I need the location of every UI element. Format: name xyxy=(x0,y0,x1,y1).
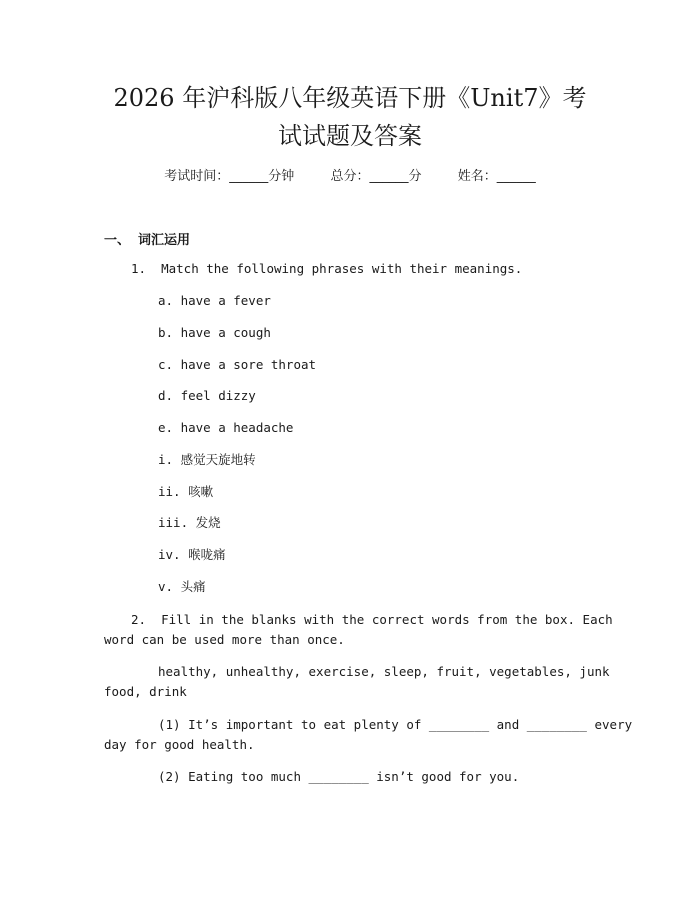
section-heading xyxy=(104,229,190,248)
phrase-item: d. feel dizzy xyxy=(158,388,256,403)
question-1-stem: 1. Match the following phrases with their meanings. xyxy=(131,261,523,276)
phrase-item: e. have a headache xyxy=(158,420,294,435)
page-title-line-1: 2026 年沪科版八年级英语下册《Unit7》考 xyxy=(113,84,587,112)
phrase-item: c. have a sore throat xyxy=(158,357,317,372)
section-title: 词汇运用 xyxy=(138,233,191,248)
fill-item-2: (2) Eating too much ________ isn’t good for you. xyxy=(158,769,520,784)
student-name-field: 姓名：______ xyxy=(457,169,536,184)
section-number: 一、 xyxy=(104,233,131,248)
meaning-item: i. 感觉天旋地转 xyxy=(158,452,256,467)
fill-item-1: (1) It’s important to eat plenty of ________ and ________ every xyxy=(158,717,633,732)
word-box-cont: food, drink xyxy=(104,684,187,699)
total-score-field: 总分：______分 xyxy=(330,169,422,184)
fill-item-1-cont: day for good health. xyxy=(104,737,255,752)
phrase-item: b. have a cough xyxy=(158,325,271,340)
meaning-item: v. 头痛 xyxy=(158,579,206,594)
meaning-item: iii. 发烧 xyxy=(158,515,221,530)
phrase-item: a. have a fever xyxy=(158,293,271,308)
exam-time-field: 考试时间：______分钟 xyxy=(164,169,295,184)
exam-info-row xyxy=(0,167,700,187)
question-2-stem-cont: word can be used more than once. xyxy=(104,632,345,647)
question-2-stem: 2. Fill in the blanks with the correct words from the box. Each xyxy=(131,612,613,627)
word-box: healthy, unhealthy, exercise, sleep, fruit, vegetables, junk xyxy=(158,664,610,679)
meaning-item: ii. 咳嗽 xyxy=(158,484,214,499)
page-title-line-2: 试试题及答案 xyxy=(278,122,422,150)
meaning-item: iv. 喉咙痛 xyxy=(158,547,226,562)
